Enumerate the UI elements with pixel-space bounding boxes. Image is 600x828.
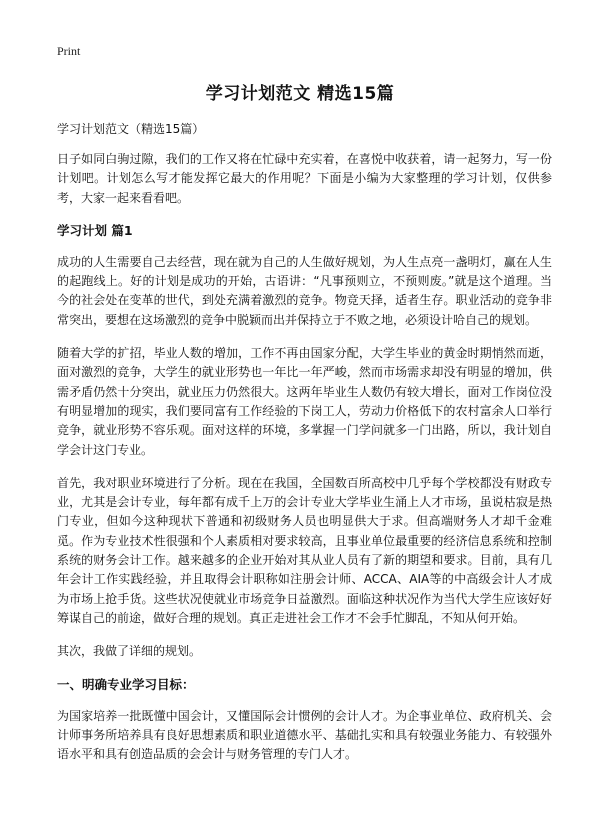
document-body	[57, 120, 552, 778]
paragraph-1: 成功的人生需要自己去经营，现在就为自己的人生做好规划，为人生点亮一盏明灯，赢在人生的起跑线上。好的计划是成功的开始，古语讲：“凡事预则立，不预则废。”就是这个道理。当今的社会处在变革的世代，到处充满着激烈的竞争。物竞天择，适者生存。职业活动的竞争非常突出，要想在这场激烈的竞争中脱颖而出并保持立于不败之地，必须设计哈自己的规划。	[57, 254, 552, 327]
paragraph-3: 首先，我对职业环境进行了分析。现在在我国，全国数百所高校中几乎每个学校都没有财政专业，尤其是会计专业，每年都有成千上万的会计专业大学毕业生涌上人才市场，虽说枯寂是热门专业，但如今这种现状下普通和初级财务人员也明显供大于求。但高端财务人才却千金难觅。作为专业技术性很强和个人素质相对要求较高，且事业单位最重要的经济信息系统和控制系统的财务会计工作。越来越多的企业开始对其从业人员有了新的期望和要求。目前，具有几年会计工作实践经验，并且取得会计职称如注册会计师、ACCA、AIA等的中高级会计人才成为市场上抢手货。这些状况使就业市场竞争日益激烈。面临这种状况作为当代大学生应该好好筹谋自己的前途，做好合理的规划。真正走进社会工作才不会手忙脚乱，不知从何开始。	[57, 475, 552, 625]
page-title: 学习计划范文 精选15篇	[205, 84, 395, 104]
document-subtitle: 学习计划范文（精选15篇）	[57, 122, 205, 136]
section-heading-plan-1: 学习计划 篇1	[57, 222, 133, 238]
paragraph-4: 其次，我做了详细的规划。	[57, 644, 202, 659]
print-link[interactable]: Print	[57, 44, 81, 58]
intro-paragraph: 日子如同白驹过隙，我们的工作又将在忙碌中充实着，在喜悦中收获着，请一起努力，写一份计划吧。计划怎么写才能发挥它最大的作用呢？下面是小编为大家整理的学习计划，仅供参考，大家一起来看看吧。	[57, 152, 552, 205]
paragraph-2: 随着大学的扩招，毕业人数的增加，工作不再由国家分配，大学生毕业的黄金时期悄然而逝，面对激烈的竞争，大学生的就业形势也一年比一年严峻，然而市场需求却没有明显的增加，供需矛盾仍然十分突出，就业压力仍然很大。这两年毕业生人数仍有较大增长，面对工作岗位没有明显增加的现实，我们要同富有工作经验的下岗工人，劳动力价格低下的农村富余人口举行竞争，就业形势不容乐观。面对这样的环境，多掌握一门学问就多一门出路，所以，我计划自学会计这门专业。	[57, 346, 552, 457]
section-heading-goals: 一、明确专业学习目标：	[57, 676, 195, 692]
paragraph-5: 为国家培养一批既懂中国会计，又懂国际会计惯例的会计人才。为企事业单位、政府机关、会计师事务所培养具有良好思想素质和职业道德水平、基础扎实和具有较强业务能力、有较强外语水平和具有创造品质的会会计与财务管理的专门人才。	[57, 708, 552, 762]
